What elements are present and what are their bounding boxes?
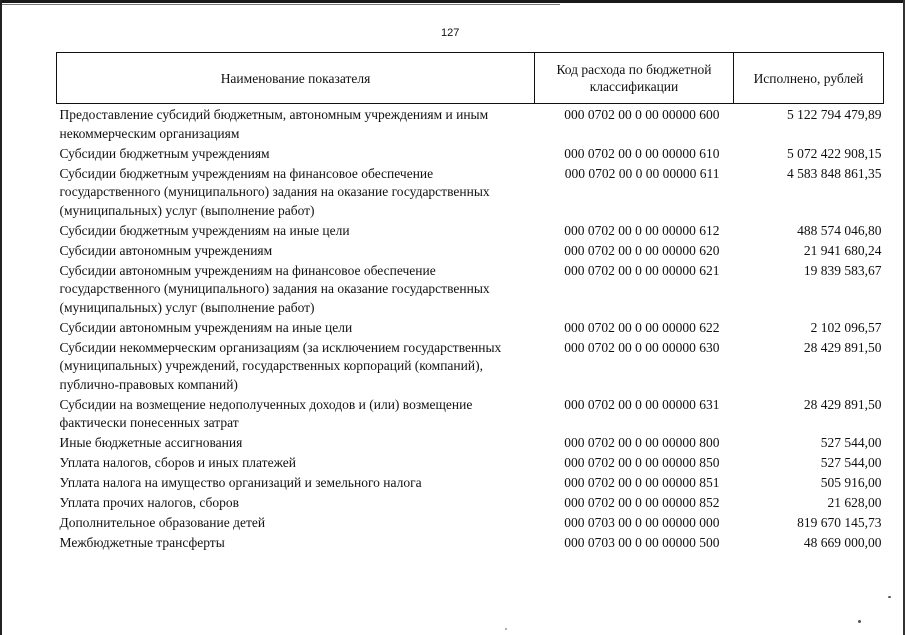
row-name: Предоставление субсидий бюджетным, автономным учреждениям и иным некоммерческим организациям — [59, 107, 489, 141]
table-row — [57, 396, 884, 435]
header-row — [57, 53, 884, 104]
row-code: 000 0702 00 0 00 00000 622 — [564, 319, 720, 335]
row-code: 000 0702 00 0 00 00000 850 — [564, 455, 720, 470]
row-name: Субсидии автономным учреждениям на иные цели — [59, 319, 353, 335]
row-amount: 48 669 000,00 — [803, 535, 882, 550]
row-code: 000 0702 00 0 00 00000 621 — [564, 262, 720, 278]
table-row — [57, 454, 884, 474]
row-amount: 819 670 145,73 — [797, 515, 882, 530]
table-row — [57, 434, 884, 454]
row-name: Иные бюджетные ассигнования — [59, 435, 243, 450]
table-row — [57, 165, 884, 222]
table-row — [57, 222, 884, 242]
scan-top-border — [0, 0, 905, 3]
row-amount: 527 544,00 — [820, 455, 882, 470]
row-amount: 2 102 096,57 — [810, 319, 882, 335]
row-name: Субсидии автономным учреждениям на финансовое обеспечение государственного (муниципального) задания на оказание государственных (муниципальных) услуг (выполнение работ) — [59, 262, 490, 315]
row-name: Межбюджетные трансферты — [59, 535, 225, 550]
row-code: 000 0702 00 0 00 00000 620 — [564, 242, 720, 258]
scan-top-line — [0, 4, 560, 5]
row-code: 000 0703 00 0 00 00000 500 — [564, 535, 720, 550]
table-row — [57, 474, 884, 494]
scan-left-border — [0, 0, 2, 635]
row-amount: 19 839 583,67 — [803, 262, 882, 278]
page-number: 127 — [441, 27, 460, 39]
row-amount: 21 628,00 — [827, 495, 882, 510]
scan-speck — [858, 620, 861, 623]
row-code: 000 0702 00 0 00 00000 610 — [564, 145, 720, 161]
header-code: Код расхода по бюджетной классификации — [535, 53, 734, 104]
table-body — [57, 104, 884, 555]
table-row — [57, 262, 884, 319]
row-amount: 4 583 848 861,35 — [787, 165, 882, 181]
row-amount: 28 429 891,50 — [803, 396, 882, 412]
row-amount: 488 574 046,80 — [797, 222, 882, 238]
header-name: Наименование показателя — [57, 53, 535, 104]
header-amount: Исполнено, рублей — [734, 53, 884, 104]
row-name: Субсидии автономным учреждениям — [59, 242, 273, 258]
row-name: Субсидии бюджетным учреждениям на финансовое обеспечение государственного (муниципального) задания на оказание государственных (муниципальных) услуг (выполнение работ) — [59, 165, 490, 218]
scan-speck — [505, 628, 507, 630]
row-name: Субсидии некоммерческим организациям (за исключением государственных (муниципальных) учреждений, государственных корпораций (компаний), публично-правовых компаний) — [59, 339, 502, 392]
row-code: 000 0703 00 0 00 00000 000 — [564, 515, 720, 530]
table-row — [57, 514, 884, 534]
row-code: 000 0702 00 0 00 00000 612 — [564, 222, 720, 238]
row-amount: 527 544,00 — [820, 435, 882, 450]
table-row — [57, 145, 884, 165]
row-code: 000 0702 00 0 00 00000 852 — [564, 495, 720, 510]
row-code: 000 0702 00 0 00 00000 851 — [564, 475, 720, 490]
row-code: 000 0702 00 0 00 00000 600 — [564, 107, 720, 122]
row-amount: 505 916,00 — [820, 475, 882, 490]
row-name: Уплата прочих налогов, сборов — [59, 495, 239, 510]
table-row — [57, 339, 884, 396]
row-amount: 21 941 680,24 — [803, 242, 882, 258]
table-row — [57, 104, 884, 145]
table-row — [57, 319, 884, 339]
row-code: 000 0702 00 0 00 00000 630 — [564, 339, 720, 355]
row-amount: 5 072 422 908,15 — [787, 145, 882, 161]
table-row — [57, 534, 884, 554]
row-amount: 5 122 794 479,89 — [787, 107, 882, 122]
row-name: Субсидии бюджетным учреждениям — [59, 145, 270, 161]
row-code: 000 0702 00 0 00 00000 611 — [564, 165, 720, 181]
row-name: Уплата налога на имущество организаций и земельного налога — [59, 475, 422, 490]
row-name: Субсидии на возмещение недополученных доходов и (или) возмещение фактически понесенных затрат — [59, 396, 473, 430]
row-amount: 28 429 891,50 — [803, 339, 882, 355]
budget-execution-table — [56, 52, 884, 554]
row-name: Уплата налогов, сборов и иных платежей — [59, 455, 296, 470]
row-code: 000 0702 00 0 00 00000 800 — [564, 435, 720, 450]
table-row — [57, 242, 884, 262]
scan-speck — [888, 596, 891, 598]
table-row — [57, 494, 884, 514]
row-name: Дополнительное образование детей — [59, 515, 266, 530]
row-code: 000 0702 00 0 00 00000 631 — [564, 396, 720, 412]
table-header — [57, 53, 884, 104]
row-name: Субсидии бюджетным учреждениям на иные цели — [59, 222, 350, 238]
